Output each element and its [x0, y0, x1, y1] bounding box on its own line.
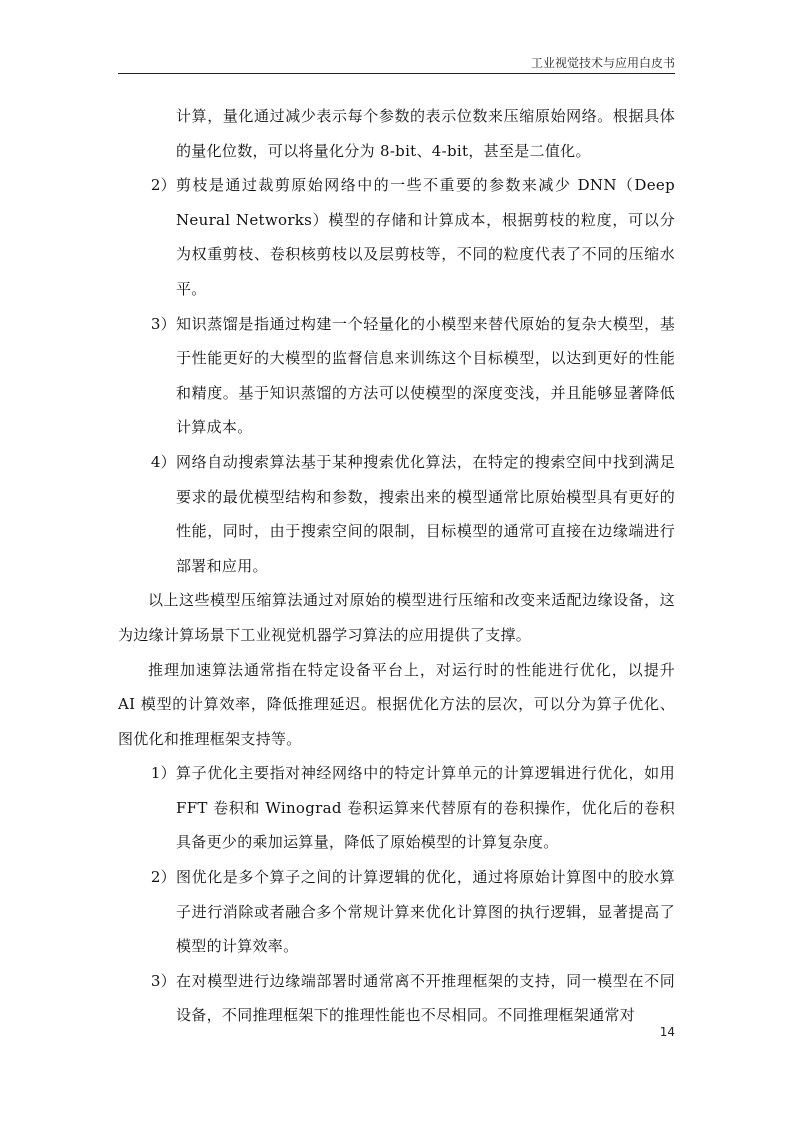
paragraph: 推理加速算法通常指在特定设备平台上，对运行时的性能进行优化，以提升 AI 模型的计算效率，降低推理延迟。根据优化方法的层次，可以分为算子优化、图优化和推理框架支持等。: [118, 660, 675, 748]
list-item-number: 1）: [150, 764, 176, 783]
list-item-text: 图优化是多个算子之间的计算逻辑的优化，通过将原始计算图中的胶水算子进行消除或者融合多个常规计算来优化计算图的执行逻辑，显著提高了模型的计算效率。: [176, 868, 675, 956]
list-item-text: 算子优化主要指对神经网络中的特定计算单元的计算逻辑进行优化，如用 FFT 卷积和 Winograd 卷积运算来代替原有的卷积操作，优化后的卷积具备更少的乘加运算量，降低了原始模型的计算复杂度。: [176, 764, 675, 852]
list-item-number: 2）: [150, 176, 176, 195]
list-item: [118, 445, 675, 583]
list-item-text: 网络自动搜索算法基于某种搜索优化算法，在特定的搜索空间中找到满足要求的最优模型结构和参数，搜索出来的模型通常比原始模型具有更好的性能，同时，由于搜索空间的限制，目标模型的通常可直接在边缘端进行部署和应用。: [176, 452, 675, 575]
header-divider: [118, 73, 675, 74]
list-item-number: 3）: [150, 314, 176, 333]
list-item-text: 在对模型进行边缘端部署时通常离不开推理框架的支持，同一模型在不同设备，不同推理框架下的推理性能也不尽相同。不同推理框架通常对: [176, 971, 675, 1025]
list-item: [118, 860, 675, 964]
page-number: 14: [659, 1025, 675, 1039]
list-item-number: 2）: [150, 868, 176, 887]
list-item: [118, 307, 675, 445]
document-body: [118, 99, 675, 1033]
list-item-continued: [118, 99, 675, 168]
paragraph: 以上这些模型压缩算法通过对原始的模型进行压缩和改变来适配边缘设备，这为边缘计算场景下工业视觉机器学习算法的应用提供了支撑。: [118, 591, 675, 644]
list-item-text: 计算，量化通过减少表示每个参数的表示位数来压缩原始网络。根据具体的量化位数，可以将量化分为 8-bit、4-bit，甚至是二值化。: [176, 107, 675, 160]
list-item: [118, 168, 675, 306]
list-item: [118, 756, 675, 860]
list-item-text: 知识蒸馏是指通过构建一个轻量化的小模型来替代原始的复杂大模型，基于性能更好的大模型的监督信息来训练这个目标模型，以达到更好的性能和精度。基于知识蒸馏的方法可以使模型的深度变浅，并且能够显著降低计算成本。: [176, 314, 675, 437]
list-item-number: 3）: [150, 971, 176, 990]
list-item-text: 剪枝是通过裁剪原始网络中的一些不重要的参数来减少 DNN（Deep Neural Networks）模型的存储和计算成本，根据剪枝的粒度，可以分为权重剪枝、卷积核剪枝以及层剪枝等，不同的粒度代表了不同的压缩水平。: [176, 176, 675, 298]
running-header-title: 工业视觉技术与应用白皮书: [530, 56, 675, 70]
list-item-number: 4）: [150, 452, 176, 471]
list-item: [118, 964, 675, 1033]
